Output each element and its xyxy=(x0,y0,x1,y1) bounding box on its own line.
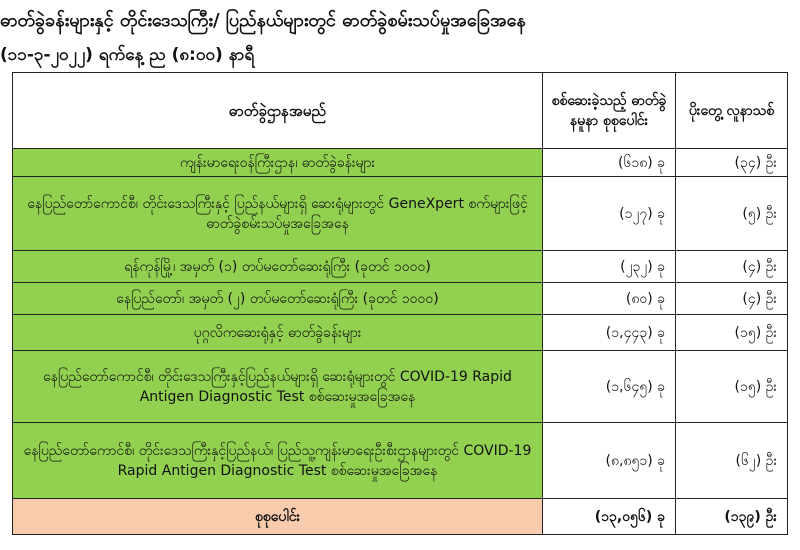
table-row xyxy=(13,149,788,177)
lab-name-cell: ပုဂ္ဂလိကဆေးရုံနှင့် ဓာတ်ခွဲခန်းများ xyxy=(13,315,543,351)
lab-name-cell: ရန်ကုန်မြို့၊ အမှတ် (၁) တပ်မတော်ဆေးရုံကြီး (ခုတင် ၁၀၀၀) xyxy=(13,251,543,283)
header-positive: ပိုးတွေ့ လူနာသစ် xyxy=(676,73,788,149)
samples-cell: (၁၂၇) ခု xyxy=(543,177,676,251)
samples-cell: (၆၁၈) ခု xyxy=(543,149,676,177)
header-samples: စစ်ဆေးခဲ့သည့် ဓာတ်ခွဲနမူနာ စုစုပေါင်း xyxy=(543,73,676,149)
positive-cell: (၃၄) ဦး xyxy=(676,149,788,177)
table-row xyxy=(13,423,788,499)
lab-name-cell: ကျန်းမာရေးဝန်ကြီးဌာန၊ ဓာတ်ခွဲခန်းများ xyxy=(13,149,543,177)
samples-cell: (၂၃၂) ခု xyxy=(543,251,676,283)
total-positive-cell: (၁၃၉) ဦး xyxy=(676,499,788,535)
header-lab-name: ဓာတ်ခွဲဌာနအမည် xyxy=(13,73,543,149)
table-row xyxy=(13,315,788,351)
total-samples-cell: (၁၃,၀၅၆) ခု xyxy=(543,499,676,535)
table-row xyxy=(13,283,788,315)
positive-cell: (၄) ဦး xyxy=(676,283,788,315)
positive-cell: (၄) ဦး xyxy=(676,251,788,283)
total-row xyxy=(13,499,788,535)
positive-cell: (၅) ဦး xyxy=(676,177,788,251)
lab-name-cell: နေပြည်တော်ကောင်စီ၊ တိုင်းဒေသကြီးနှင့် ပြည်နယ်များရှိ ဆေးရုံများတွင် GeneXpert စက်များဖြင့် ဓာတ်ခွဲစမ်းသပ်မှုအခြေအနေ xyxy=(13,177,543,251)
samples-cell: (၈,၈၅၁) ခု xyxy=(543,423,676,499)
table-row xyxy=(13,177,788,251)
table-row xyxy=(13,351,788,423)
lab-name-cell: နေပြည်တော်ကောင်စီ၊ တိုင်းဒေသကြီးနှင့်ပြည်နယ်များရှိ ဆေးရုံများတွင် COVID-19 Rapid Antigen Diagnostic Test စစ်ဆေးမှုအခြေအနေ xyxy=(13,351,543,423)
table-row xyxy=(13,251,788,283)
samples-cell: (၁,၄၄၃) ခု xyxy=(543,315,676,351)
positive-cell: (၁၅) ဦး xyxy=(676,315,788,351)
samples-cell: (၁,၆၄၅) ခု xyxy=(543,351,676,423)
positive-cell: (၆၂) ဦး xyxy=(676,423,788,499)
page-title: ဓာတ်ခွဲခန်းများနှင့် တိုင်းဒေသကြီး/ ပြည်နယ်များတွင် ဓာတ်ခွဲစမ်းသပ်မှုအခြေအနေ xyxy=(0,10,526,31)
positive-cell: (၁၅) ဦး xyxy=(676,351,788,423)
total-label-cell: စုစုပေါင်း xyxy=(13,499,543,535)
table-header-row xyxy=(13,73,788,149)
lab-name-cell: နေပြည်တော်ကောင်စီ၊ တိုင်းဒေသကြီးနှင့်ပြည်နယ်၊ ပြည်သူ့ကျန်းမာရေးဦးစီးဌာနများတွင် COVID-19 Rapid Antigen Diagnostic Test စစ်ဆေးမှုအခြေအနေ xyxy=(13,423,543,499)
lab-name-cell: နေပြည်တော်၊ အမှတ် (၂) တပ်မတော်ဆေးရုံကြီး (ခုတင် ၁၀၀၀) xyxy=(13,283,543,315)
samples-cell: (၈၀) ခု xyxy=(543,283,676,315)
lab-test-table xyxy=(12,72,788,535)
page-subtitle: (၁၁-၃-၂၀၂၂) ရက်နေ့ ည (၈:၀၀) နာရီ xyxy=(0,45,255,65)
